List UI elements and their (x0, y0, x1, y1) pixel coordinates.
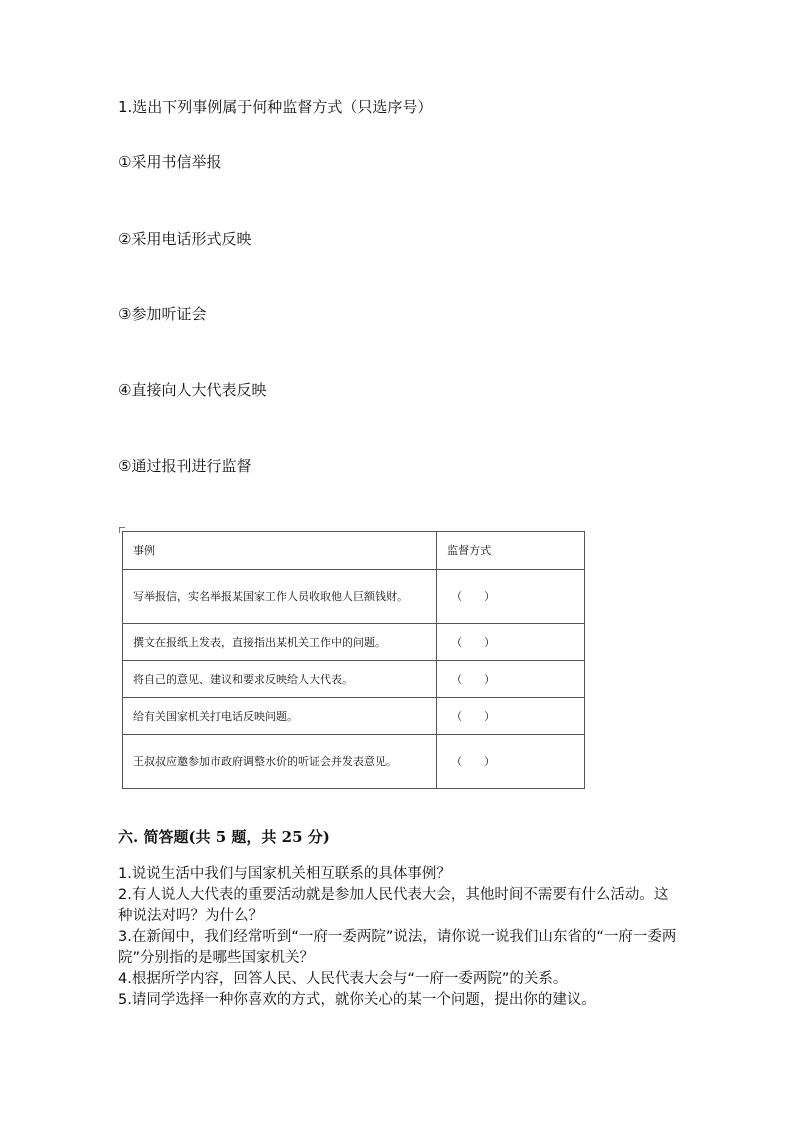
short-answer-question-4: 4.根据所学内容，回答人民、人民代表大会与“一府一委两院”的关系。 (118, 971, 568, 987)
section-6-title: 六. 简答题(共 5 题，共 25 分) (118, 828, 330, 846)
table-row (123, 661, 585, 698)
case-cell: 写举报信，实名举报某国家工作人员收取他人巨额钱财。 (123, 570, 437, 624)
answer-blank[interactable]: （ ） (437, 661, 585, 698)
answer-blank[interactable]: （ ） (437, 624, 585, 661)
answer-blank[interactable]: （ ） (437, 735, 585, 789)
table-row (123, 698, 585, 735)
header-case: 事例 (123, 532, 437, 570)
short-answer-question-3: 3.在新闻中，我们经常听到“一府一委两院”说法，请你说一说我们山东省的“一府一委两院”分别指的是哪些国家机关？ (118, 929, 677, 966)
option-2: ②采用电话形式反映 (118, 230, 252, 248)
header-method: 监督方式 (437, 532, 585, 570)
answer-blank[interactable]: （ ） (437, 570, 585, 624)
table-row (123, 570, 585, 624)
short-answer-question-2: 2.有人说人大代表的重要活动就是参加人民代表大会，其他时间不需要有什么活动。这种说法对吗？为什么？ (118, 887, 669, 924)
short-answer-question-1: 1.说说生活中我们与国家机关相互联系的具体事例？ (118, 866, 451, 882)
question-1-title: 1.选出下列事例属于何种监督方式（只选序号） (118, 98, 433, 116)
answer-blank[interactable]: （ ） (437, 698, 585, 735)
table-row (123, 624, 585, 661)
option-1: ①采用书信举报 (118, 153, 222, 171)
option-4: ④直接向人大代表反映 (118, 381, 267, 399)
table-header-row (123, 532, 585, 570)
supervision-table (122, 531, 585, 789)
table-row (123, 735, 585, 789)
option-3: ③参加听证会 (118, 305, 207, 323)
short-answer-question-5: 5.请同学选择一种你喜欢的方式，就你关心的某一个问题，提出你的建议。 (118, 992, 596, 1008)
case-cell: 将自己的意见、建议和要求反映给人大代表。 (123, 661, 437, 698)
case-cell: 给有关国家机关打电话反映问题。 (123, 698, 437, 735)
case-cell: 撰文在报纸上发表，直接指出某机关工作中的问题。 (123, 624, 437, 661)
option-5: ⑤通过报刊进行监督 (118, 457, 252, 475)
case-cell: 王叔叔应邀参加市政府调整水价的听证会并发表意见。 (123, 735, 437, 789)
